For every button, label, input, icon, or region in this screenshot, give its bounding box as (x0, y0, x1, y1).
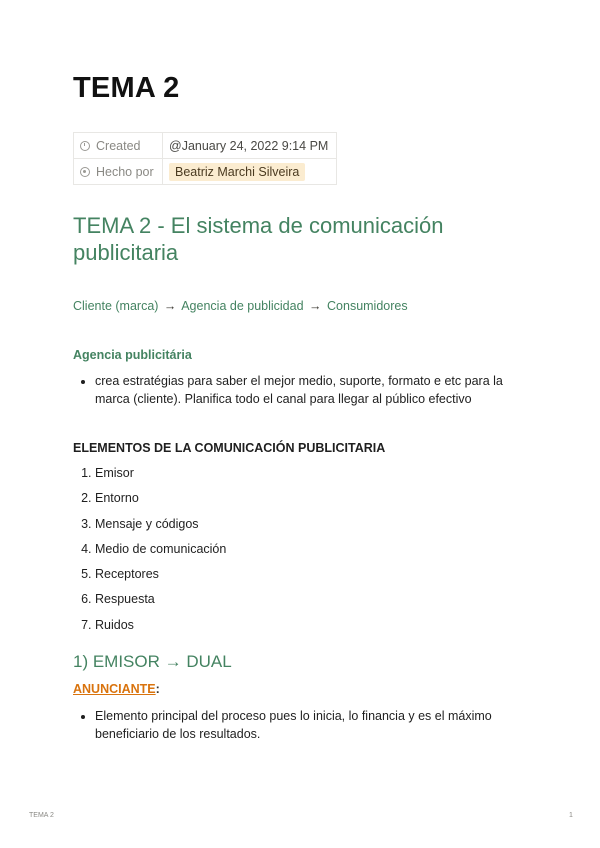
clock-icon (80, 141, 90, 151)
list-item: 7. Ruidos (95, 617, 226, 642)
property-key-author (74, 159, 163, 185)
arrow-right-icon: → (309, 299, 322, 313)
list-item: 2. Entorno (95, 490, 226, 515)
list-item: 6. Respuesta (95, 591, 226, 616)
property-row-created (74, 133, 337, 159)
anunciante-label (73, 682, 160, 696)
list-item: 3. Mensaje y códigos (95, 516, 226, 541)
agency-bullets (73, 372, 535, 408)
flow-step-client: Cliente (marca) (73, 299, 159, 313)
author-value-cell (163, 159, 337, 185)
agency-heading: Agencia publicitária (73, 348, 192, 362)
emisor-heading: 1) EMISOR → DUAL (73, 652, 232, 671)
anunciante-word: ANUNCIANTE (73, 682, 156, 696)
page-number: 1 (569, 812, 573, 819)
emisor-bullets (73, 707, 535, 743)
elements-list (73, 465, 226, 642)
footer-title: TEMA 2 (29, 812, 54, 819)
property-key-created (74, 133, 163, 159)
property-row-author (74, 159, 337, 185)
created-label: Created (96, 138, 141, 153)
communication-flow (73, 299, 408, 313)
author-tag[interactable]: Beatriz Marchi Silveira (169, 163, 305, 181)
list-item: 1. Emisor (95, 465, 226, 490)
elements-heading: ELEMENTOS DE LA COMUNICACIÓN PUBLICITARIA (73, 441, 386, 455)
person-icon (80, 167, 90, 177)
arrow-right-icon: → (163, 299, 177, 313)
page-title: TEMA 2 (73, 72, 180, 104)
created-value: @January 24, 2022 9:14 PM (163, 133, 337, 159)
list-item: 5. Receptores (95, 566, 226, 591)
flow-step-consumers: Consumidores (327, 299, 408, 313)
author-label: Hecho por (96, 164, 154, 179)
properties-table (73, 132, 337, 185)
list-item: • crea estratégias para saber el mejor medio, suporte, formato e etc para la marca (cliente). Planifica todo el canal para llegar al público efectivo (95, 372, 535, 408)
section-title: TEMA 2 - El sistema de comunicación publicitaria (73, 213, 444, 265)
flow-step-agency: Agencia de publicidad (181, 299, 304, 313)
list-item: 4. Medio de comunicación (95, 541, 226, 566)
anunciante-colon: : (155, 682, 160, 696)
list-item: • Elemento principal del proceso pues lo inicia, lo financia y es el máximo beneficiario de los resultados. (95, 707, 535, 743)
